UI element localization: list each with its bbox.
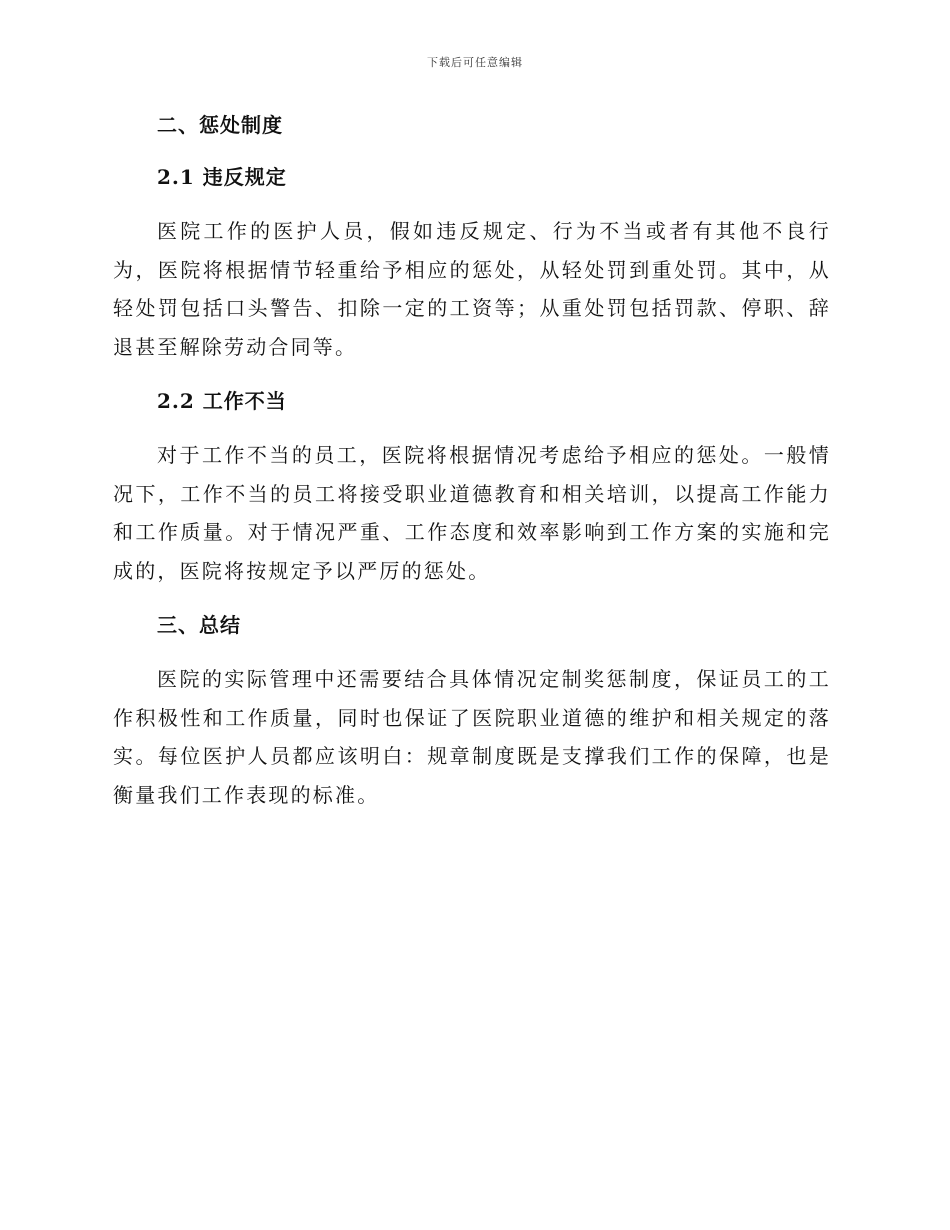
paragraph-summary: 医院的实际管理中还需要结合具体情况定制奖惩制度，保证员工的工作积极性和工作质量，同时也保证了医院职业道德的维护和相关规定的落实。每位医护人员都应该明白：规章制度既是支撑我们工作的保障，也是衡量我们工作表现的标准。	[113, 667, 831, 807]
paragraph-misconduct: 对于工作不当的员工，医院将根据情况考虑给予相应的惩处。一般情况下，工作不当的员工将接受职业道德教育和相关培训，以提高工作能力和工作质量。对于情况严重、工作态度和效率影响到工作方案的实施和完成的，医院将按规定予以严厉的惩处。	[113, 443, 831, 583]
subsection-heading-misconduct: 2.2 工作不当	[157, 389, 287, 413]
section-heading-penalty: 二、惩处制度	[157, 113, 283, 137]
page-header-note: 下载后可任意编辑	[427, 56, 523, 69]
subsection-heading-violation: 2.1 违反规定	[157, 165, 287, 189]
paragraph-violation: 医院工作的医护人员，假如违反规定、行为不当或者有其他不良行为，医院将根据情节轻重给予相应的惩处，从轻处罚到重处罚。其中，从轻处罚包括口头警告、扣除一定的工资等；从重处罚包括罚款、停职、辞退甚至解除劳动合同等。	[113, 219, 831, 359]
section-heading-summary: 三、总结	[157, 613, 241, 637]
document-body	[113, 108, 831, 832]
